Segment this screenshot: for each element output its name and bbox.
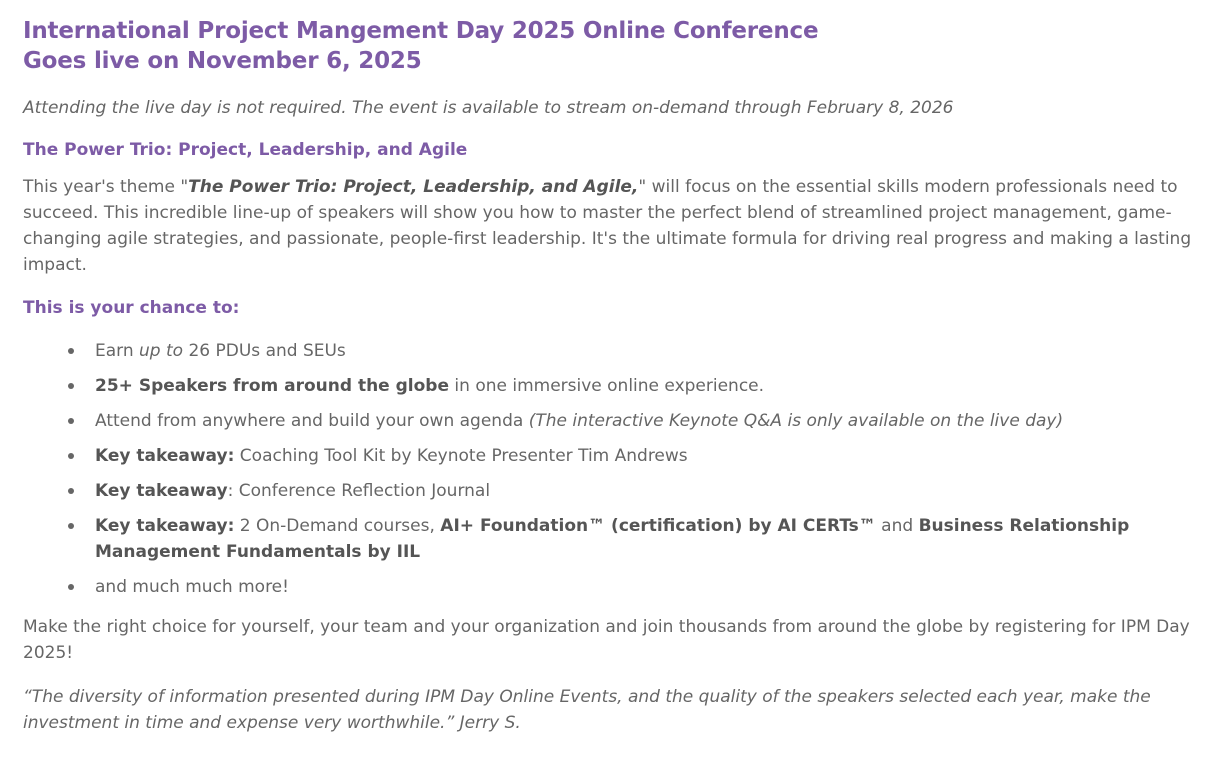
page-title <box>23 16 1196 76</box>
list-item <box>95 478 1196 504</box>
item-text: in one immersive online experience. <box>449 376 765 396</box>
item-text: : Conference Reflection Journal <box>227 481 491 501</box>
bullet-icon <box>68 523 74 529</box>
bullet-icon <box>68 488 74 494</box>
list-item <box>95 408 1196 434</box>
list-item <box>95 513 1196 565</box>
testimonial-quote: “The diversity of information presented during IPM Day Online Events, and the quality of the speakers selected each year, make the investment in time and expense very worthwhile.” Jerry S. <box>23 687 1151 733</box>
theme-intro-before: This year's theme " <box>23 177 189 197</box>
item-text: and much much more! <box>95 577 289 597</box>
chance-heading: This is your chance to: <box>23 298 240 318</box>
item-bold: Key takeaway <box>95 481 228 501</box>
bullet-icon <box>68 418 74 424</box>
theme-paragraph <box>23 174 1196 278</box>
list-item <box>95 338 1196 364</box>
item-bold: Business Relationship Management Fundamentals by IIL <box>95 516 1130 562</box>
item-text: 26 PDUs and SEUs <box>183 341 346 361</box>
item-text: 2 On-Demand courses, <box>234 516 441 536</box>
bullet-icon <box>68 348 74 354</box>
item-bold: Key takeaway: <box>95 446 235 466</box>
item-text: and <box>875 516 919 536</box>
title-line-2: Goes live on November 6, 2025 <box>23 48 422 74</box>
theme-heading: The Power Trio: Project, Leadership, and Agile <box>23 140 468 160</box>
item-bold: 25+ Speakers from around the globe <box>95 376 450 396</box>
bullet-icon <box>68 383 74 389</box>
list-item <box>95 373 1196 399</box>
list-item <box>95 574 1196 600</box>
item-text: Coaching Tool Kit by Keynote Presenter Tim Andrews <box>234 446 688 466</box>
list-item <box>95 443 1196 469</box>
closing-paragraph: Make the right choice for yourself, your team and your organization and join thousands from around the globe by registering for IPM Day 2025! <box>23 617 1190 663</box>
item-text: Attend from anywhere and build your own agenda <box>95 411 529 431</box>
on-demand-note: Attending the live day is not required. The event is available to stream on-demand through February 8, 2026 <box>23 98 954 118</box>
benefits-list <box>23 338 1196 600</box>
item-bold: AI+ Foundation™ (certification) by AI CERTs™ <box>440 516 876 536</box>
item-italic: (The interactive Keynote Q&A is only available on the live day) <box>528 411 1064 431</box>
title-line-1: International Project Mangement Day 2025 Online Conference <box>23 18 819 44</box>
item-italic: up to <box>139 341 184 361</box>
bullet-icon <box>68 453 74 459</box>
theme-name: The Power Trio: Project, Leadership, and Agile, <box>188 177 639 197</box>
item-bold: Key takeaway: <box>95 516 235 536</box>
item-text: Earn <box>95 341 140 361</box>
bullet-icon <box>68 584 74 590</box>
theme-intro-after: " will focus on the essential skills modern professionals need to succeed. This incredible line-up of speakers will show you how to master the perfect blend of streamlined project management, game-changing agile strategies, and passionate, people-first leadership. It's the ultimate formula for driving real progress and making a lasting impact. <box>23 177 1192 275</box>
